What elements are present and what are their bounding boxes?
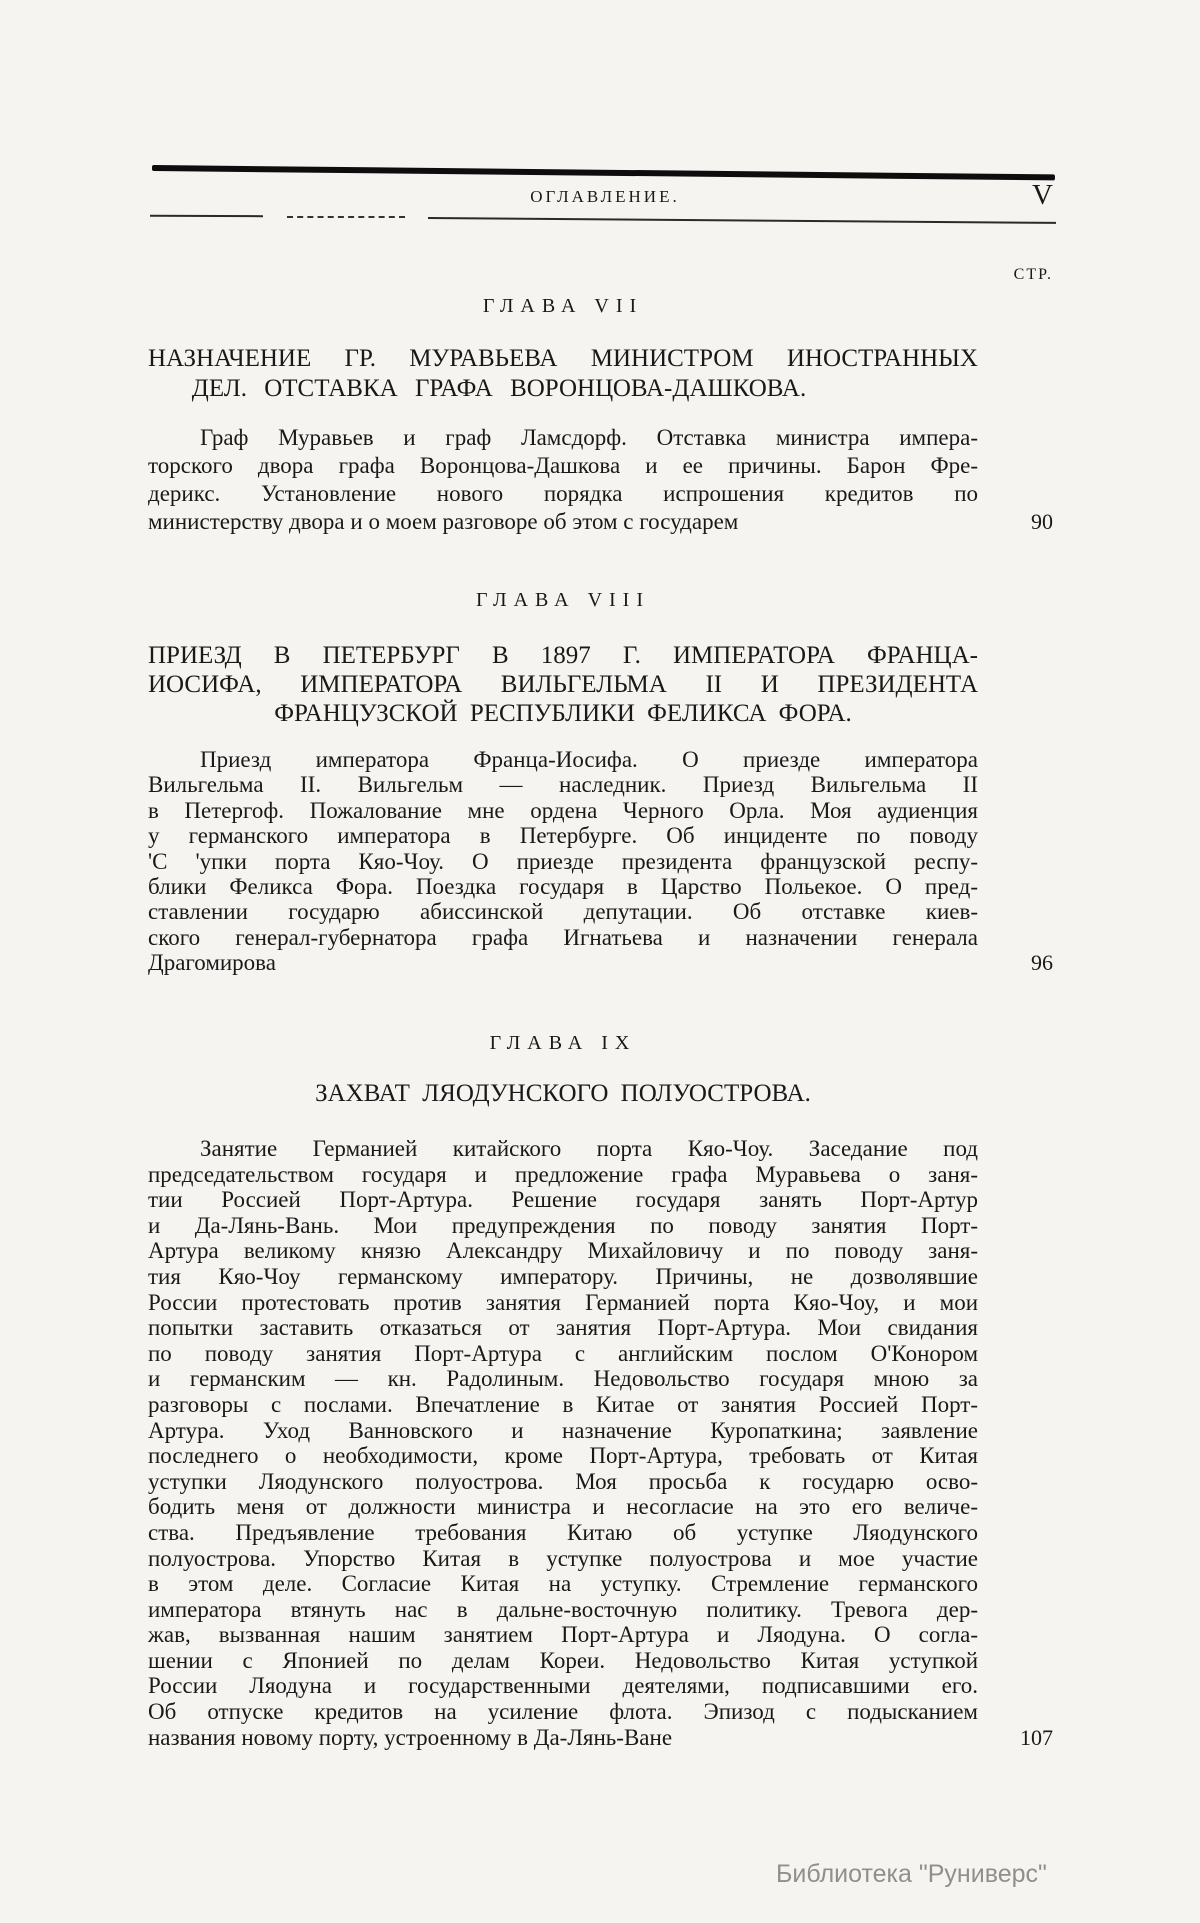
chapter-summary xyxy=(148,1136,978,1750)
text-line: блики Феликса Фора. Поездка государя в Царство Польекое. О пред- xyxy=(148,873,978,899)
text-line: шении с Японией по делам Кореи. Недовольство Китая уступкой xyxy=(148,1647,978,1673)
library-watermark: Библиотека "Руниверс" xyxy=(776,1860,1047,1888)
text-line: и германским — кн. Радолиным. Недовольство государя мною за xyxy=(148,1366,978,1392)
summary-page-number: 96 xyxy=(1031,950,1053,975)
chapter-title-line: ИОСИФА, ИМПЕРАТОРА ВИЛЬГЕЛЬМА II И ПРЕЗИДЕНТА xyxy=(148,671,978,698)
text-line: Об отпуске кредитов на усиление флота. Эпизод с подысканием xyxy=(148,1699,978,1725)
text-line: названия новому порту, устроенному в Да-Лянь-Ване xyxy=(148,1724,673,1750)
text-line: Занятие Германией китайского порта Кяо-Чоу. Заседание под xyxy=(200,1136,978,1161)
text-line: Граф Муравьев и граф Ламсдорф. Отставка министра импера- xyxy=(200,425,978,450)
text-line: и Да-Лянь-Вань. Мои предупреждения по поводу занятия Порт- xyxy=(148,1212,978,1238)
text-line: ставлении государю абиссинской депутации. Об отставке киев- xyxy=(148,899,978,925)
top-rule xyxy=(152,165,1055,180)
text-line: тии Россией Порт-Артура. Решение государя занять Порт-Артур xyxy=(148,1187,978,1213)
running-title: ОГЛАВЛЕНИЕ. xyxy=(530,187,680,206)
chapter-title-line: ЗАХВАТ ЛЯОДУНСКОГО ПОЛУОСТРОВА. xyxy=(315,1080,811,1107)
text-line: императора втянуть нас в дальне-восточную политику. Тревога дер- xyxy=(148,1596,978,1622)
text-line: дерикс. Установление нового порядка испрошения кредитов по xyxy=(148,481,978,506)
summary-page-number: 107 xyxy=(1020,1725,1053,1750)
chapter-title-line: НАЗНАЧЕНИЕ ГР. МУРАВЬЕВА МИНИСТРОМ ИНОСТРАННЫХ xyxy=(148,345,978,372)
chapter-title xyxy=(148,1079,978,1109)
header-rule-segment xyxy=(150,215,263,217)
text-line: ского генерал-губернатора графа Игнатьева и назначении генерала xyxy=(148,924,978,950)
text-line: в Петергоф. Пожалование мне ордена Черного Орла. Моя аудиенция xyxy=(148,797,978,823)
text-line: Приезд императора Франца-Иосифа. О приезде императора xyxy=(200,747,978,772)
text-line: 'С 'упки порта Кяо-Чоу. О приезде президента французской респу- xyxy=(148,848,978,874)
text-line: министерству двора и о моем разговоре об этом с государем xyxy=(148,509,739,534)
text-line: бодить меня от должности министра и несогласие на это его величе- xyxy=(148,1494,978,1520)
chapter-heading: ГЛАВА VII xyxy=(482,295,644,317)
text-line: Артура. Уход Ванновского и назначение Куропаткина; заявление xyxy=(148,1417,978,1443)
text-line: ства. Предъявление требования Китаю об уступке Ляодунского xyxy=(148,1519,978,1545)
chapter-title xyxy=(148,344,978,404)
text-line: у германского императора в Петербурге. Об инциденте по поводу xyxy=(148,823,978,849)
text-line: России протестовать против занятия Германией порта Кяо-Чоу, и мои xyxy=(148,1289,978,1315)
text-line: попытки заставить отказаться от занятия Порт-Артура. Мои свидания xyxy=(148,1315,978,1341)
text-line: уступки Ляодунского полуострова. Моя просьба к государю осво- xyxy=(148,1468,978,1494)
header-rule-segment xyxy=(428,217,1056,224)
chapter-summary xyxy=(148,424,978,536)
page-column-label: СТР. xyxy=(1013,266,1053,283)
page-number-roman: V xyxy=(1032,179,1053,211)
summary-page-number: 90 xyxy=(1031,509,1053,534)
text-line: полуострова. Упорство Китая в уступке полуострова и мое участие xyxy=(148,1545,978,1571)
text-line: России Ляодуна и государственными деятелями, подписавшими его. xyxy=(148,1673,978,1699)
chapter-title-line: ПРИЕЗД В ПЕТЕРБУРГ В 1897 Г. ИМПЕРАТОРА ФРАНЦА- xyxy=(148,642,978,669)
text-line: последнего о необходимости, кроме Порт-Артура, требовать от Китая xyxy=(148,1443,978,1469)
text-line: в этом деле. Согласие Китая на уступку. Стремление германского xyxy=(148,1571,978,1597)
chapter-title-line: ДЕЛ. ОТСТАВКА ГРАФА ВОРОНЦОВА-ДАШКОВА. xyxy=(191,375,807,402)
header-rule-segment xyxy=(287,216,405,218)
chapter-heading: ГЛАВА VIII xyxy=(475,589,650,611)
text-line: торского двора графа Воронцова-Дашкова и ее причины. Барон Фре- xyxy=(148,453,978,478)
text-line: тия Кяо-Чоу германскому императору. Причины, не дозволявшие xyxy=(148,1263,978,1289)
chapter-title-line: ФРАНЦУЗСКОЙ РЕСПУБЛИКИ ФЕЛИКСА ФОРА. xyxy=(274,700,852,727)
text-line: Драгомирова xyxy=(148,950,276,976)
text-line: жав, вызванная нашим занятием Порт-Артура и Ляодуна. О согла- xyxy=(148,1622,978,1648)
chapter-heading: ГЛАВА IX xyxy=(489,1032,637,1054)
text-line: Артура великому князю Александру Михайловичу и по поводу заня- xyxy=(148,1238,978,1264)
text-line: председательством государя и предложение графа Муравьева о заня- xyxy=(148,1161,978,1187)
text-line: Вильгельма II. Вильгельм — наследник. Приезд Вильгельма II xyxy=(148,772,978,798)
chapter-title xyxy=(148,641,978,728)
text-line: разговоры с послами. Впечатление в Китае от занятия Россией Порт- xyxy=(148,1391,978,1417)
text-line: по поводу занятия Порт-Артура с английским послом О'Конором xyxy=(148,1340,978,1366)
chapter-summary xyxy=(148,747,978,976)
